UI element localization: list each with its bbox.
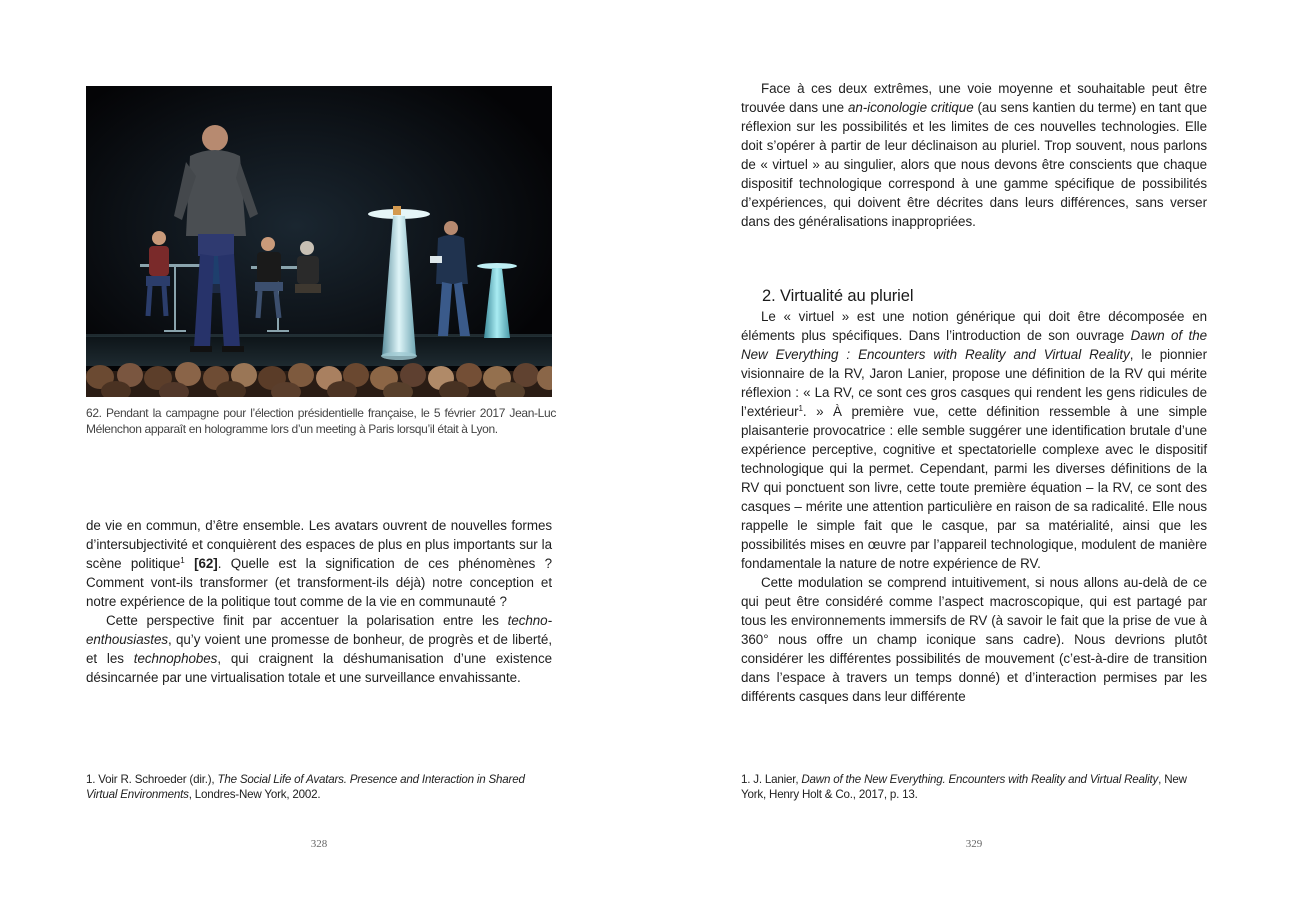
right-page bbox=[646, 0, 1292, 904]
right-intro-paragraph bbox=[741, 79, 1207, 231]
book-title: Dawn of the New Everything : Encounters with Reality and Virtual Reality bbox=[741, 328, 1207, 362]
text-run: Cette perspective finit par accentuer la polarisation entre les bbox=[106, 613, 508, 628]
text-run: , New York, Henry Holt & Co., 2017, p. 13. bbox=[741, 773, 1187, 801]
text-run: Le « virtuel » est une notion générique qui doit être décomposée en éléments plus spécifiques. Dans l’introduction de son ouvrage bbox=[741, 309, 1207, 343]
book-title: The Social Life of Avatars. Presence and Interaction in Shared Virtual Environments bbox=[86, 773, 525, 801]
book-title: Dawn of the New Everything. Encounters with Reality and Virtual Reality bbox=[801, 773, 1159, 786]
text-run: 1. Voir R. Schroeder (dir.), bbox=[86, 773, 218, 786]
figure-reference[interactable]: [62] bbox=[194, 556, 218, 571]
footnote-marker[interactable]: 1 bbox=[180, 556, 185, 565]
figure-caption: 62. Pendant la campagne pour l’élection présidentielle française, le 5 février 2017 Jean-Luc Mélenchon apparaît en hologramme lors d’un meeting à Paris lorsqu’il était à Lyon. bbox=[86, 406, 556, 436]
right-paragraph-2: Cette modulation se comprend intuitivement, si nous allons au-delà de ce qui peut être considéré comme l’aspect macroscopique, qui est partagé par tous les environnements immersifs de RV (à savoir le fait que la prise de vue à 360° nous offre un champ iconique sans cadre). Nous devrions plutôt considérer les différentes possibilités de mouvement (c’est-à-dire de transition dans l’espace à travers un temps donné) et d’interaction permises par les différents casques dans leur différente bbox=[741, 575, 1207, 704]
left-paragraph-2 bbox=[86, 611, 552, 687]
text-run: de vie en commun, d’être ensemble. Les avatars ouvrent de nouvelles formes d’intersubjectivité et conquièrent des espaces de plus en plus importants sur la scène politique bbox=[86, 518, 552, 571]
right-body-text bbox=[741, 307, 1207, 706]
text-run: 1. J. Lanier, bbox=[741, 773, 802, 786]
text-run: , le pionnier visionnaire de la RV, Jaron Lanier, propose une définition de la RV qui mérite réflexion : « La RV, ce sont ces gros casques qui rendent les gens ridicules de l’extérieur bbox=[741, 347, 1207, 419]
text-run: , qu’y voient une promesse de bonheur, de progrès et de liberté, et les bbox=[86, 632, 552, 666]
italic-term: technophobes bbox=[133, 651, 218, 666]
italic-term: techno-enthousiastes bbox=[86, 613, 552, 647]
left-paragraph-1 bbox=[86, 516, 552, 611]
right-paragraph-1 bbox=[741, 307, 1207, 573]
text-run: , qui craignent la déshumanisation d’une existence désincarnée par une virtualisation totale et une surveillance envahissante. bbox=[86, 651, 552, 685]
text-run: (au sens kantien du terme) en tant que réflexion sur les possibilités et les limites de ces nouvelles technologies. Elle doit s’opérer à partir de leur déclinaison au pluriel. Trop souvent, nous parlons de « virtuel » au singulier, alors que nous devons être conscients que chaque dispositif technologique correspond à une gamme spécifique de possibilités d’expériences, qui doivent être décrites dans leurs différences, sans verser dans des généralisations inappropriées. bbox=[741, 100, 1207, 229]
text-run: , Londres-New York, 2002. bbox=[188, 788, 321, 801]
section-heading: 2. Virtualité au pluriel bbox=[762, 287, 914, 305]
page-number-right: 329 bbox=[965, 838, 983, 850]
photo-illustration bbox=[86, 86, 552, 397]
text-run: . Quelle est la signification de ces phénomènes ? Comment vont-ils transformer (et transforment-ils déjà) notre conception et notre expérience de la politique tout comme de la vie en communauté ? bbox=[86, 556, 552, 609]
footnote-marker[interactable]: 1 bbox=[798, 404, 803, 413]
right-intro-text bbox=[741, 79, 1207, 231]
left-body-text bbox=[86, 516, 552, 687]
text-run bbox=[185, 556, 194, 571]
text-run: Face à ces deux extrêmes, une voie moyenne et souhaitable peut être trouvée dans une bbox=[741, 81, 1207, 115]
text-run: . » À première vue, cette définition ressemble à une simple plaisanterie provocatrice : elle semble suggérer une identification brutale d’une expérience perceptive, cognitive et spectatorielle complexe avec le dispositif technologique qui la permet. Cependant, parmi les diverses définitions de la RV qui ponctuent son livre, cette toute première équation – la RV, ce sont des casques – mérite une attention particulière en raison de sa radicalité. Elle nous rappelle le simple fait que le casque, par sa matérialité, ainsi que les possibilités mises en œuvre par l’appareil technologique, modulent de manière fondamentale la nature de notre expérience de RV. bbox=[741, 404, 1207, 571]
italic-term: an-iconologie critique bbox=[847, 100, 974, 115]
left-footnote bbox=[86, 772, 552, 802]
page-number-left: 328 bbox=[310, 838, 328, 850]
hologram-meeting-photo bbox=[86, 86, 552, 397]
right-footnote bbox=[741, 772, 1207, 802]
